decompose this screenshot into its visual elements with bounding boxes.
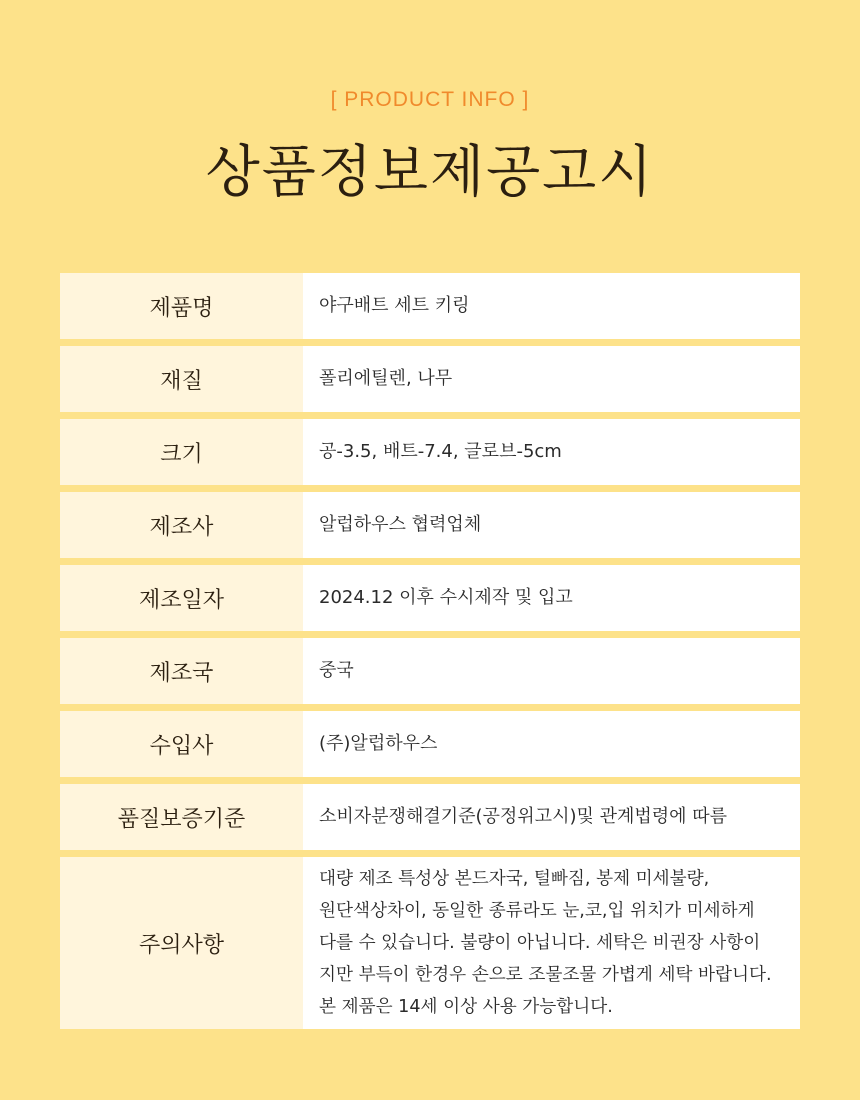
row-value: 2024.12 이후 수시제작 및 입고 (303, 565, 800, 631)
row-value: (주)알럽하우스 (303, 711, 800, 777)
row-label: 품질보증기준 (60, 784, 303, 850)
info-row-country (60, 638, 800, 704)
row-label: 주의사항 (60, 857, 303, 1029)
row-value: 폴리에틸렌, 나무 (303, 346, 800, 412)
info-row-importer (60, 711, 800, 777)
row-value: 알럽하우스 협력업체 (303, 492, 800, 558)
info-row-manufacturer (60, 492, 800, 558)
info-row-size (60, 419, 800, 485)
row-label: 수입사 (60, 711, 303, 777)
row-value: 중국 (303, 638, 800, 704)
row-label: 크기 (60, 419, 303, 485)
info-row-cautions (60, 857, 800, 1029)
row-label: 제품명 (60, 273, 303, 339)
row-value: 대량 제조 특성상 본드자국, 털빠짐, 봉제 미세불량, 원단색상차이, 동일한 종류라도 눈,코,입 위치가 미세하게 다를 수 있습니다. 불량이 아닙니다. 세탁은 비권장 사항이 지만 부득이 한경우 손으로 조물조물 가볍게 세탁 바랍니다. 본 제품은 14세 이상 사용 가능합니다. (303, 857, 800, 1029)
product-info-table (60, 273, 800, 1036)
info-row-quality-standard (60, 784, 800, 850)
row-label: 제조일자 (60, 565, 303, 631)
row-value: 공-3.5, 배트-7.4, 글로브-5cm (303, 419, 800, 485)
page-title: 상품정보제공고시 (205, 140, 655, 205)
row-label: 제조사 (60, 492, 303, 558)
row-label: 재질 (60, 346, 303, 412)
info-row-product-name (60, 273, 800, 339)
row-value: 소비자분쟁해결기준(공정위고시)및 관계법령에 따름 (303, 784, 800, 850)
section-eyebrow: [ PRODUCT INFO ] (330, 88, 530, 111)
row-label: 제조국 (60, 638, 303, 704)
row-value: 야구배트 세트 키링 (303, 273, 800, 339)
info-row-manufacture-date (60, 565, 800, 631)
info-row-material (60, 346, 800, 412)
